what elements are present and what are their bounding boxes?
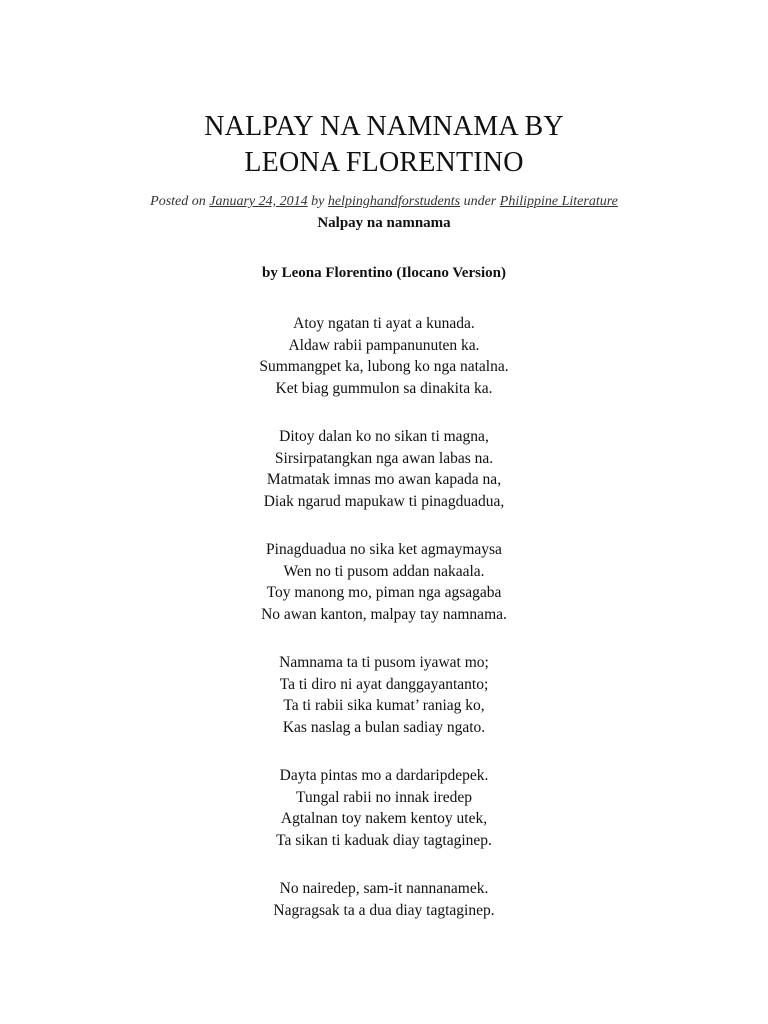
author-link[interactable]: helpinghandforstudents	[327, 194, 461, 209]
poem-line: Agtalnan toy nakem kentoy utek,	[280, 810, 488, 828]
poem-line: No awan kanton, malpay tay namnama.	[261, 606, 507, 624]
poem-line: Diak ngarud mapukaw ti pinagduadua,	[263, 493, 505, 511]
stanza	[0, 313, 768, 400]
poem-line: Atoy ngatan ti ayat a kunada.	[293, 315, 475, 332]
poem-line: Aldaw rabii pampanunuten ka.	[288, 336, 480, 354]
poem-line: Ta sikan ti kaduak diay tagtaginep.	[276, 832, 492, 850]
stanza	[0, 765, 768, 852]
poem-line: Kas naslag a bulan sadiay ngato.	[282, 719, 486, 737]
poem-line: Nagragsak ta a dua diay tagtaginep.	[273, 901, 495, 919]
poem-line: Ket biag gummulon sa dinakita ka.	[275, 380, 493, 398]
stanza	[0, 539, 768, 626]
poem-line: Toy manong mo, piman nga agsagaba	[266, 584, 502, 602]
poem-line: Wen no ti pusom addan nakaala.	[283, 562, 485, 580]
poem-line: Sirsirpatangkan nga awan labas na.	[274, 449, 494, 467]
stanza	[0, 878, 768, 921]
post-date-link[interactable]: January 24, 2014	[209, 194, 308, 209]
poem-line: Tungal rabii no innak iredep	[296, 788, 472, 806]
category-link[interactable]: Philippine Literature	[499, 194, 618, 209]
post-meta	[0, 192, 768, 212]
poem-line: Namnama ta ti pusom iyawat mo;	[279, 654, 489, 671]
poem-line: Pinagduadua no sika ket agmaymaysa	[266, 541, 502, 558]
page-title	[0, 109, 768, 181]
poem-line: Ta ti rabii sika kumat’ raniag ko,	[283, 697, 485, 715]
under-label: under	[463, 194, 497, 209]
page-title-line-2: LEONA FLORENTINO	[244, 147, 524, 178]
poem-title: Nalpay na namnama	[317, 215, 451, 231]
stanza	[0, 652, 768, 739]
stanza	[0, 426, 768, 513]
poem-byline: by Leona Florentino (Ilocano Version)	[262, 265, 506, 281]
page-title-line-1: NALPAY NA NAMNAMA BY	[204, 111, 564, 142]
poem-line: Ta ti diro ni ayat danggayantanto;	[279, 675, 489, 693]
poem-line: No nairedep, sam-it nannanamek.	[279, 880, 489, 897]
poem-line: Dayta pintas mo a dardaripdepek.	[279, 767, 489, 784]
poem-line: Summangpet ka, lubong ko nga natalna.	[259, 358, 509, 376]
poem-line: Ditoy dalan ko no sikan ti magna,	[279, 428, 489, 445]
by-label: by	[311, 194, 325, 209]
posted-on-label: Posted on	[150, 194, 206, 209]
poem-line: Matmatak imnas mo awan kapada na,	[266, 471, 502, 489]
